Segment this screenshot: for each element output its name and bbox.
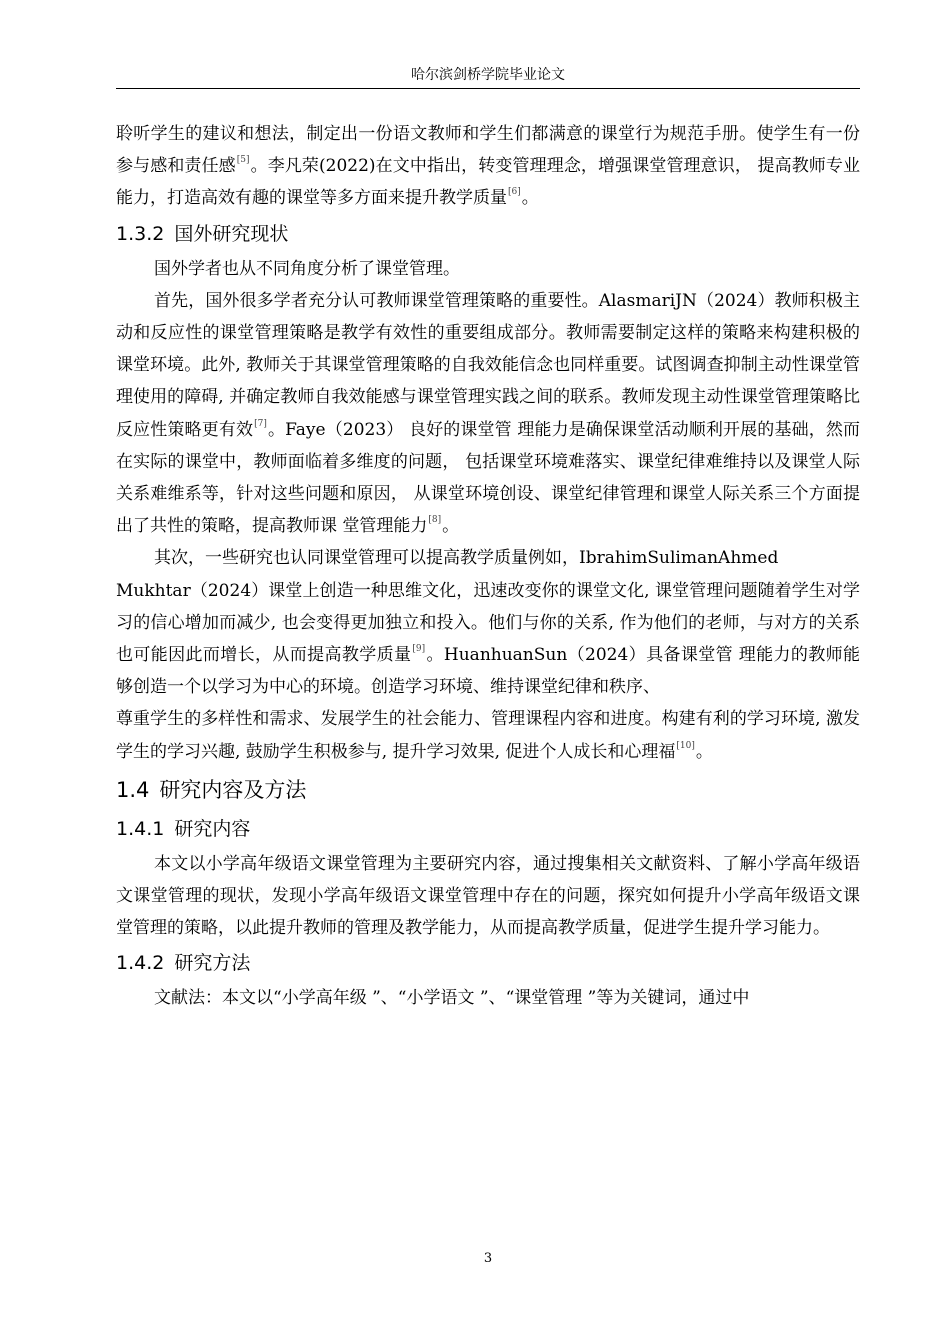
- paragraph-text: 尊重学生的多样性和需求、发展学生的社会能力、管理课程内容和进度。构建有利的学习环境, 激发学生的学习兴趣, 鼓励学生积极参与, 提升学习效果, 促进个人成长和心理福: [116, 709, 860, 762]
- paragraph-continued: [116, 118, 860, 215]
- paragraph-text: 。李凡荣(2022)在文中指出，转变管理理念，增强课堂管理意识， 提高教师专业能力，打造高效有趣的课堂等多方面来提升教学质量: [116, 156, 861, 209]
- paragraph-text: 聆听学生的建议和想法，制定出一份语文教师和学生们都满意的课堂行为规范手册。使学生有一份参与感和责任感: [116, 124, 860, 177]
- page-header: 哈尔滨剑桥学院毕业论文: [411, 67, 565, 83]
- paragraph: [116, 703, 860, 767]
- paragraph-line: 其次，一些研究也认同课堂管理可以提高教学质量例如，IbrahimSulimanAhmed: [154, 548, 779, 569]
- header-rule: [116, 88, 860, 89]
- paragraph: 文献法：本文以“小学高年级 ”、“小学语文 ”、“课堂管理 ”等为关键词，通过中: [154, 988, 750, 1009]
- paragraph-text: 。: [695, 741, 713, 762]
- citation-ref[interactable]: [6]: [508, 187, 521, 198]
- paragraph-text: Mukhtar（2024）课堂上创造一种思维文化，迅速改变你的课堂文化, 课堂管理问题随着学生对学习的信心增加而减少, 也会变得更加独立和投入。他们与你的关系, 作为他们的老师，与对方的关系也可能因此而增长，从而提高教学质量: [116, 580, 860, 666]
- section-number: 1.4.2: [116, 952, 165, 975]
- paragraph-text: 。HuanhuanSun（2024）具备课堂管 理能力的教师能够创造一个以学习为中心的环境。创造学习环境、维持课堂纪律和秩序、: [116, 645, 860, 698]
- section-number: 1.3.2: [116, 222, 165, 245]
- citation-ref[interactable]: [10]: [676, 740, 695, 751]
- paragraph: [116, 575, 860, 704]
- citation-ref[interactable]: [5]: [236, 155, 250, 166]
- section-title: 研究内容及方法: [159, 777, 307, 802]
- section-heading-1-3-2: [116, 219, 860, 249]
- section-title: 研究内容: [174, 817, 251, 840]
- page-number: 3: [483, 1251, 493, 1266]
- section-title: 国外研究现状: [174, 222, 289, 245]
- section-heading-1-4-2: [116, 948, 860, 978]
- section-heading-1-4: [116, 772, 860, 808]
- page-body: [116, 118, 860, 1015]
- section-number: 1.4.1: [116, 817, 165, 840]
- section-heading-1-4-1: [116, 814, 860, 844]
- citation-ref[interactable]: [9]: [412, 644, 426, 655]
- paragraph: 国外学者也从不同角度分析了课堂管理。: [154, 258, 460, 279]
- section-number: 1.4: [116, 777, 150, 802]
- paragraph-text: 首先，国外很多学者充分认可教师课堂管理策略的重要性。AlasmariJN（2024）教师积极主动和反应性的课堂管理策略是教学有效性的重要组成部分。教师需要制定这样的策略来构建积极的课堂环境。此外, 教师关于其课堂管理策略的自我效能信念也同样重要。试图调查抑制主动性课堂管理使用的障碍, 并确定教师自我效能感与课堂管理实践之间的联系。教师发现主动性课堂管理策略比反应性策略更有效: [116, 290, 860, 440]
- citation-ref[interactable]: [7]: [254, 418, 267, 429]
- paragraph-text: 。: [442, 516, 460, 537]
- paragraph: [116, 285, 860, 543]
- section-title: 研究方法: [174, 952, 251, 975]
- paragraph-text: 。: [521, 188, 539, 209]
- paragraph-text: 。Faye（2023） 良好的课堂管 理能力是确保课堂活动顺利开展的基础，然而在实际的课堂中，教师面临着多维度的问题， 包括课堂环境难落实、课堂纪律难维持以及课堂人际关系难维系等，针对这些问题和原因， 从课堂环境创设、课堂纪律管理和课堂人际关系三个方面提出了共性的策略，提高教师课 堂管理能力: [116, 419, 861, 537]
- paragraph: 本文以小学高年级语文课堂管理为主要研究内容，通过搜集相关文献资料、了解小学高年级语文课堂管理的现状，发现小学高年级语文课堂管理中存在的问题，探究如何提升小学高年级语文课堂管理的策略，以此提升教师的管理及教学能力，从而提高教学质量，促进学生提升学习能力。: [116, 853, 860, 939]
- citation-ref[interactable]: [8]: [428, 515, 442, 526]
